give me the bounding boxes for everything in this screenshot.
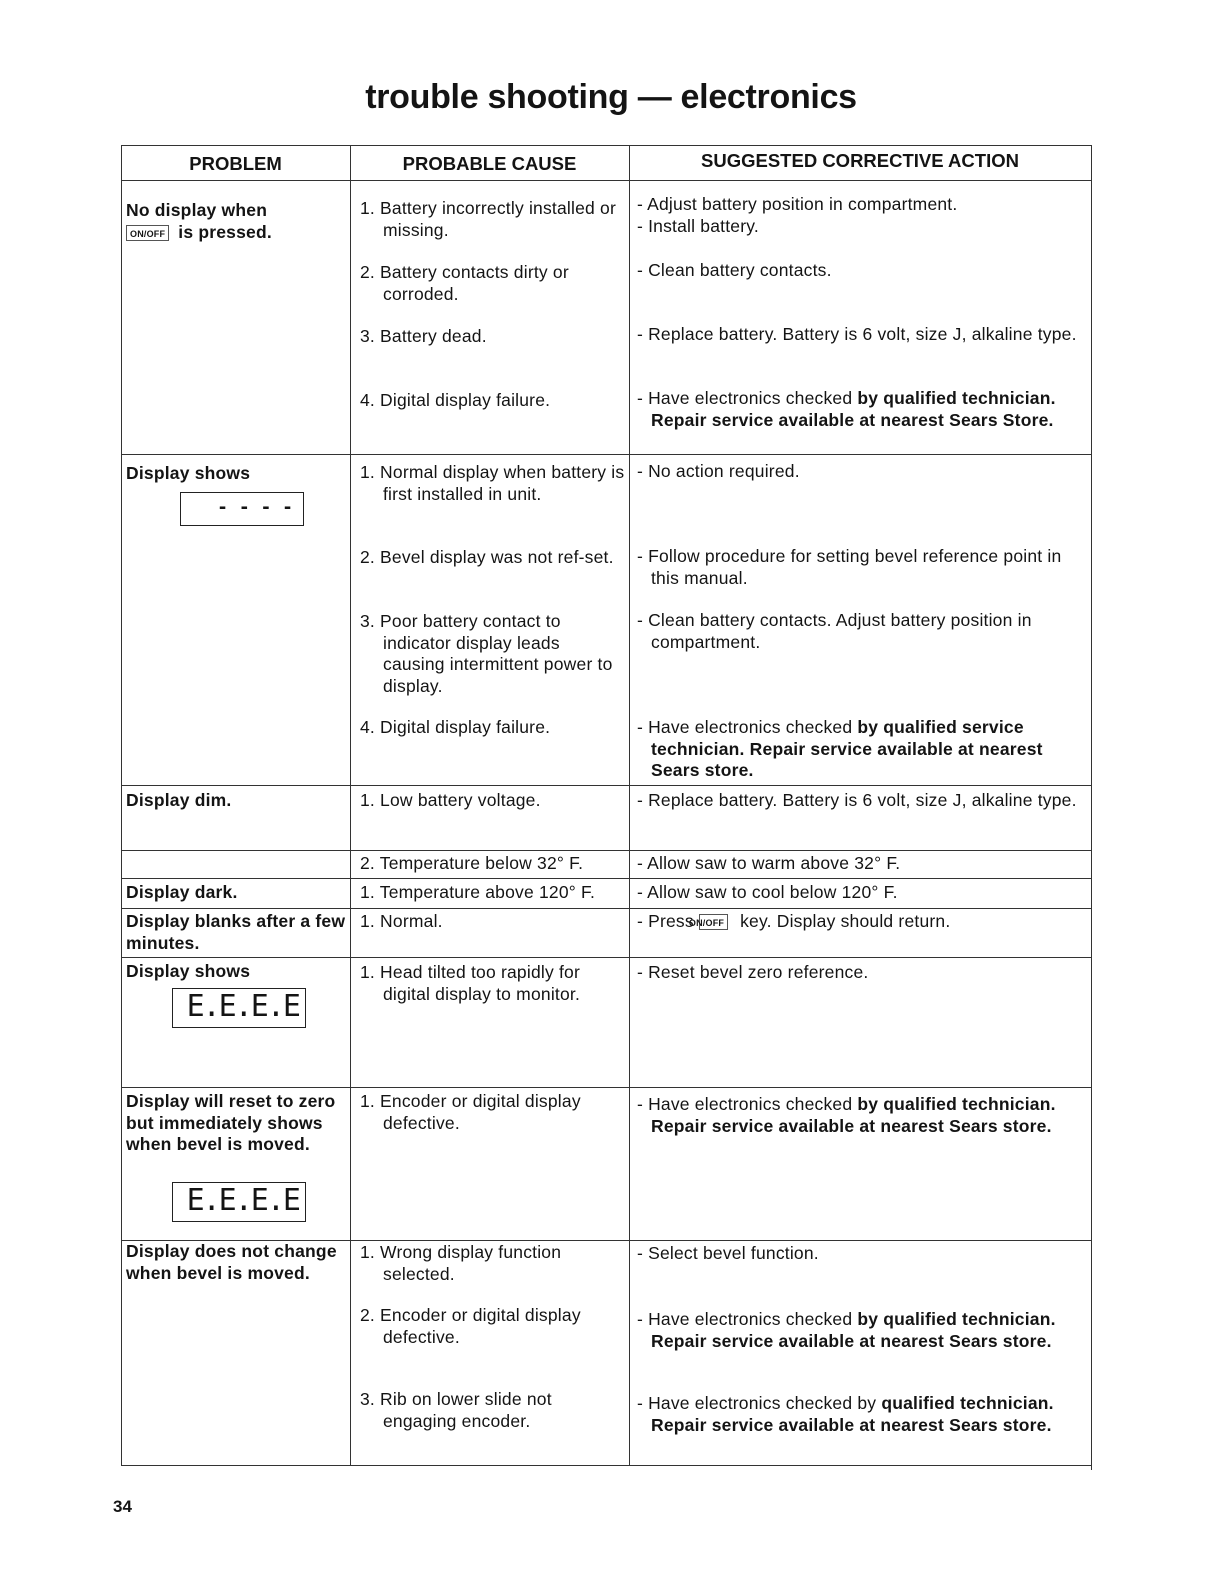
action-cell: [637, 882, 1082, 904]
problem-text: Display dark.: [126, 882, 238, 902]
action-cell: [637, 546, 1082, 589]
action-text: - No action required.: [637, 461, 800, 481]
page-number: 34: [113, 1497, 132, 1516]
lcd-display-icon: E.E.E.E: [172, 988, 306, 1028]
cause-cell: [360, 962, 625, 1005]
cause-text: 3. Rib on lower slide not engaging encoder.: [360, 1389, 552, 1431]
cause-cell: [360, 547, 625, 569]
action-cell: [637, 324, 1082, 346]
action-text: - Allow saw to cool below 120° F.: [637, 882, 898, 902]
action-text-bold: by qualified technician. Repair service available at nearest Sears store.: [651, 1309, 1056, 1351]
cause-cell: [360, 611, 625, 697]
row-divider: [121, 957, 1091, 958]
action-text: - Clean battery contacts.: [637, 260, 832, 280]
cause-text: 3. Battery dead.: [360, 326, 487, 346]
action-text: - Have electronics checked: [637, 388, 858, 408]
header-probable-cause: PROBABLE CAUSE: [402, 153, 577, 174]
action-text: - Have electronics checked: [637, 1309, 858, 1329]
cause-text: 1. Temperature above 120° F.: [360, 882, 596, 902]
problem-text: Display shows: [126, 463, 251, 483]
header-divider: [121, 180, 1091, 181]
row-divider: [121, 908, 1091, 909]
column-divider-1: [350, 145, 351, 1465]
cause-text: 1. Normal display when battery is first installed in unit.: [360, 462, 625, 504]
cause-text: 3. Poor battery contact to indicator display leads causing intermittent power to display.: [360, 611, 613, 696]
cause-text: 1. Low battery voltage.: [360, 790, 541, 810]
action-cell: [637, 853, 1082, 875]
action-cell: [637, 461, 1082, 483]
cause-cell: [360, 462, 625, 505]
column-divider-2: [629, 145, 630, 1465]
on-off-key-icon: ON/OFF: [699, 914, 728, 930]
cause-cell: [360, 717, 625, 739]
cause-text: 4. Digital display failure.: [360, 717, 551, 737]
problem-text: No display when: [126, 200, 268, 220]
row-divider: [121, 785, 1091, 786]
action-cell: [637, 388, 1082, 431]
action-text: - Clean battery contacts. Adjust battery position in compartment.: [637, 610, 1032, 652]
problem-text: Display shows: [126, 961, 251, 981]
action-text: - Replace battery. Battery is 6 volt, size J, alkaline type.: [637, 324, 1077, 344]
action-cell: [637, 1094, 1082, 1137]
action-cell: [637, 717, 1082, 782]
action-cell: [637, 1243, 1082, 1265]
cause-cell: [360, 1305, 625, 1348]
row-divider-minor: [121, 850, 1091, 851]
action-text: - Reset bevel zero reference.: [637, 962, 869, 982]
row-divider: [121, 454, 1091, 455]
cause-cell: [360, 1389, 625, 1432]
cause-text: 2. Bevel display was not ref-set.: [360, 547, 614, 567]
action-text-bold: qualified technician. Repair service available at nearest Sears store.: [651, 1393, 1054, 1435]
cause-cell: [360, 911, 625, 933]
cause-text: 2. Temperature below 32° F.: [360, 853, 584, 873]
header-corrective-action: SUGGESTED CORRECTIVE ACTION: [701, 150, 1019, 171]
action-cell: [637, 260, 1082, 282]
cause-cell: [360, 1242, 625, 1285]
cause-text: 1. Battery incorrectly installed or missing.: [360, 198, 616, 240]
action-text: - Have electronics checked by: [637, 1393, 882, 1413]
action-text: - Follow procedure for setting bevel reference point in this manual.: [637, 546, 1062, 588]
on-off-key-icon: ON/OFF: [126, 225, 169, 241]
lcd-display-icon: - - - -: [180, 492, 304, 526]
row-divider: [121, 878, 1091, 879]
problem-text: Display will reset to zero but immediately shows when bevel is moved.: [126, 1091, 336, 1154]
action-text: - Install battery.: [637, 215, 759, 236]
action-text-bold: by qualified service technician. Repair service available at nearest Sears store.: [651, 717, 1043, 780]
action-cell: [637, 790, 1082, 812]
action-cell: [637, 1393, 1082, 1436]
cause-cell: [360, 198, 625, 241]
cause-cell: [360, 390, 625, 412]
cause-cell: [360, 1091, 625, 1134]
action-text: key. Display should return.: [740, 911, 951, 931]
cause-text: 1. Normal.: [360, 911, 443, 931]
cause-text: 1. Head tilted too rapidly for digital display to monitor.: [360, 962, 581, 1004]
action-text: - Press: [637, 911, 694, 931]
table-bottom-border: [121, 1465, 1091, 1466]
action-cell: [637, 1309, 1082, 1352]
cause-text: 2. Battery contacts dirty or corroded.: [360, 262, 569, 304]
action-text-bold: by qualified technician. Repair service available at nearest Sears Store.: [651, 388, 1056, 430]
action-text: - Have electronics checked: [637, 1094, 858, 1114]
table-top-border: [121, 145, 1091, 146]
problem-cell: [126, 200, 346, 243]
cause-text: 2. Encoder or digital display defective.: [360, 1305, 581, 1347]
table-right-border: [1091, 145, 1092, 1470]
action-text: - Replace battery. Battery is 6 volt, size J, alkaline type.: [637, 790, 1077, 810]
action-text-bold: by qualified technician. Repair service available at nearest Sears store.: [651, 1094, 1056, 1136]
cause-text: 1. Wrong display function selected.: [360, 1242, 562, 1284]
action-cell: [637, 911, 1082, 933]
cause-cell: [360, 882, 625, 904]
cause-cell: [360, 326, 625, 348]
problem-text: Display dim.: [126, 790, 232, 810]
action-cell: [637, 962, 1082, 984]
problem-text: Display blanks after a few minutes.: [126, 911, 346, 953]
action-text: - Adjust battery position in compartment.: [637, 194, 958, 214]
cause-cell: [360, 853, 625, 875]
problem-text: Display does not change when bevel is moved.: [126, 1241, 337, 1283]
cause-cell: [360, 790, 625, 812]
cause-text: 4. Digital display failure.: [360, 390, 551, 410]
action-cell: [637, 194, 1082, 237]
lcd-display-icon: E.E.E.E: [172, 1182, 306, 1222]
action-cell: [637, 610, 1082, 653]
action-text: - Select bevel function.: [637, 1243, 819, 1263]
row-divider: [121, 1087, 1091, 1088]
action-text: - Have electronics checked: [637, 717, 858, 737]
problem-text: is pressed.: [178, 221, 272, 242]
action-text: - Allow saw to warm above 32° F.: [637, 853, 901, 873]
table-left-border: [121, 145, 122, 1465]
cause-text: 1. Encoder or digital display defective.: [360, 1091, 581, 1133]
cause-cell: [360, 262, 625, 305]
header-problem: PROBLEM: [189, 153, 282, 174]
page-title: trouble shooting — electronics: [365, 78, 857, 116]
